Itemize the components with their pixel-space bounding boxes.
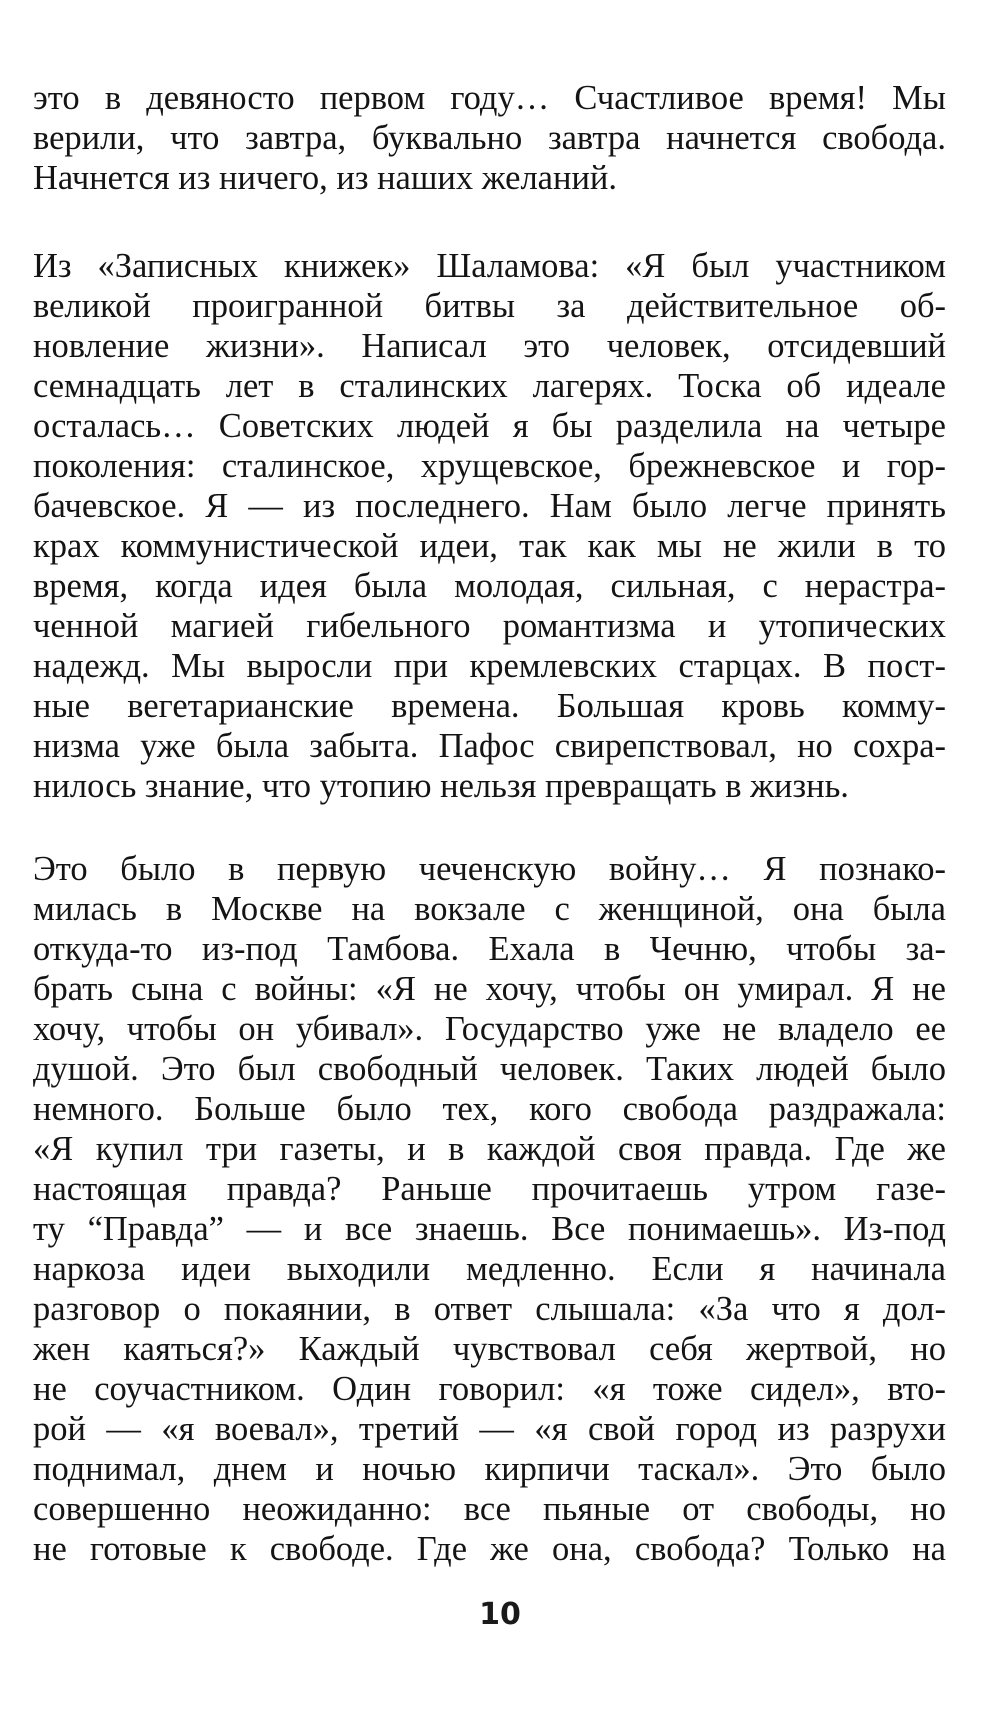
text-line: поднимал, днем и ночью кирпичи таскал». Это было [33,1450,946,1488]
page-number: 10 [479,1597,521,1632]
text-line: новление жизни». Написал это человек, отсидевший [33,327,946,365]
text-line: низма уже была забыта. Пафос свирепствовал, но сохра- [33,727,946,765]
text-line: надежд. Мы выросли при кремлевских старцах. В пост- [33,647,946,685]
text-line: ту “Правда” — и все знаешь. Все понимаешь». Из-под [33,1210,946,1248]
text-line: «Я купил три газеты, и в каждой своя правда. Где же [33,1130,946,1168]
text-line: брать сына с войны: «Я не хочу, чтобы он умирал. Я не [33,970,946,1008]
text-line: наркоза идеи выходили медленно. Если я начинала [33,1250,946,1288]
text-line: совершенно неожиданно: все пьяные от свободы, но [33,1490,946,1528]
text-line: крах коммунистической идеи, так как мы не жили в то [33,527,946,565]
text-line: это в девяносто первом году… Счастливое время! Мы [33,79,946,117]
text-line: жен каяться?» Каждый чувствовал себя жертвой, но [33,1330,946,1368]
text-line: осталась… Советских людей я бы разделила на четыре [33,407,946,445]
text-line: семнадцать лет в сталинских лагерях. Тоска об идеале [33,367,946,405]
text-line: нилось знание, что утопию нельзя превращать в жизнь. [33,767,849,805]
text-line: разговор о покаянии, в ответ слышала: «За что я дол- [33,1290,946,1328]
text-line: Из «Записных книжек» Шаламова: «Я был участником [33,247,946,285]
text-line: время, когда идея была молодая, сильная, с нерастра- [33,567,946,605]
paragraph-3 [33,849,946,1569]
text-line: милась в Москве на вокзале с женщиной, она была [33,890,946,928]
text-line: великой проигранной битвы за действительное об- [33,287,946,325]
text-line: душой. Это был свободный человек. Таких людей было [33,1050,946,1088]
text-line: ченной магией гибельного романтизма и утопических [33,607,946,645]
paragraph-1 [33,78,946,198]
text-line: не соучастником. Один говорил: «я тоже сидел», вто- [33,1370,946,1408]
text-line: немного. Больше было тех, кого свобода раздражала: [33,1090,946,1128]
text-line: ные вегетарианские времена. Большая кровь комму- [33,687,946,725]
text-line: Начнется из ничего, из наших желаний. [33,159,618,197]
text-line: рой — «я воевал», третий — «я свой город из разрухи [33,1410,946,1448]
text-line: хочу, чтобы он убивал». Государство уже не владело ее [33,1010,946,1048]
text-line: поколения: сталинское, хрущевское, брежневское и гор- [33,447,946,485]
text-line: бачевское. Я — из последнего. Нам было легче принять [33,487,946,525]
text-line: настоящая правда? Раньше прочитаешь утром газе- [33,1170,946,1208]
text-line: Это было в первую чеченскую войну… Я познако- [33,850,946,888]
paragraph-2 [33,246,946,806]
text-line: откуда-то из-под Тамбова. Ехала в Чечню, чтобы за- [33,930,946,968]
text-line: не готовые к свободе. Где же она, свобода? Только на [33,1530,946,1568]
text-line: верили, что завтра, буквально завтра начнется свобода. [33,119,946,157]
